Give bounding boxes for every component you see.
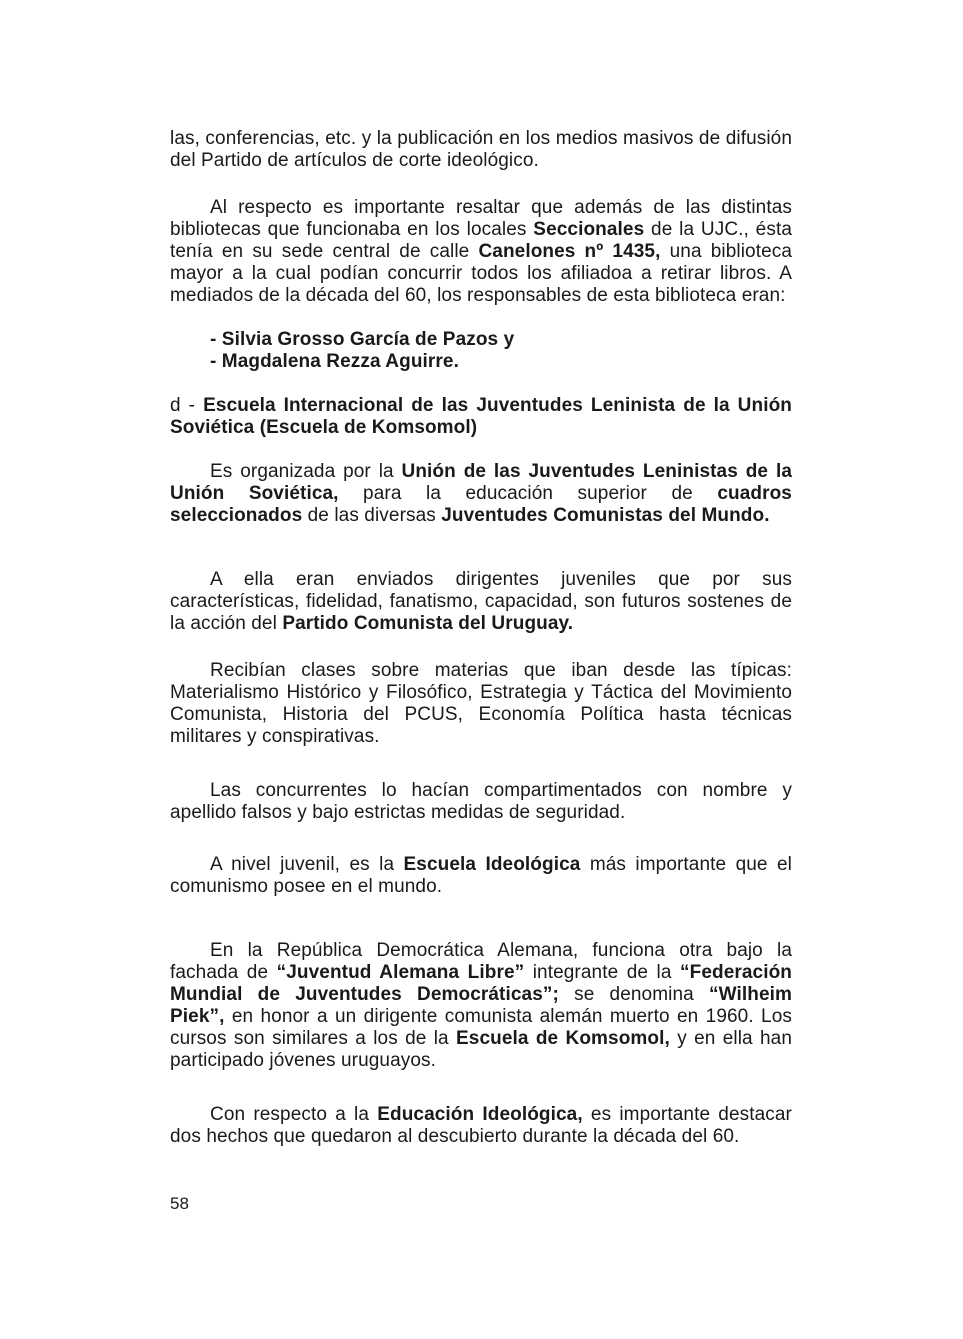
page-number: 58 [170, 1194, 189, 1213]
heading-title: Escuela Internacional de las Juventudes Leninista de la Unión Soviética (Escuela de Komsomol) [170, 395, 792, 438]
bold-run: Escuela Ideológica [403, 854, 581, 875]
paragraph-enviados [170, 569, 792, 635]
text-run: En la República Democrática Alemana, funciona otra bajo la fachada de [170, 940, 792, 983]
text-run: y en ella han participado jóvenes uruguayos. [170, 1028, 792, 1071]
paragraph-nivel-juvenil [170, 854, 792, 898]
text-run: Con respecto a la [210, 1104, 378, 1125]
text-run: Recibían clases sobre materias que iban desde las típicas: Materialismo Histórico y Filosófico, Estrategia y Táctica del Movimiento Comunista, Historia del PCUS, Economía Política hasta técnicas militares y conspirativas. [170, 660, 792, 747]
paragraph-organizada [170, 461, 792, 527]
bold-run: “Juventud Alemana Libre” [276, 962, 525, 983]
bold-run: Juventudes Comunistas del Mundo. [441, 505, 770, 526]
heading-prefix: d - [170, 395, 204, 416]
text-run: es importante destacar dos hechos que quedaron al descubierto durante la década del 60. [170, 1104, 792, 1147]
text-run: en honor a un dirigente comunista alemán muerto en 1960. Los cursos son similares a los de la [170, 1006, 792, 1049]
responsables-list [170, 329, 792, 373]
bold-run: Seccionales [533, 219, 645, 240]
bold-run: Escuela de Komsomol, [456, 1028, 670, 1049]
bold-run: Partido Comunista del Uruguay. [282, 613, 574, 634]
list-item: - Silvia Grosso García de Pazos y [210, 329, 515, 350]
paragraph-rda [170, 940, 792, 1072]
text-run: A ella eran enviados dirigentes juveniles que por sus características, fidelidad, fanatismo, capacidad, son futuros sostenes de la acción del [170, 569, 792, 634]
text-run: de la UJC., ésta tenía en su sede central de calle [170, 219, 792, 262]
bold-run: “Federación Mundial de Juventudes Democráticas”; [170, 962, 793, 1005]
text-run: Las concurrentes lo hacían compartimentados con nombre y apellido falsos y bajo estrictas medidas de seguridad. [170, 780, 792, 823]
text-run: Al respecto es importante resaltar que además de las distintas bibliotecas que funcionaba en los locales [170, 197, 792, 240]
bold-run: Unión de las Juventudes Leninistas de la Unión Soviética, [170, 461, 792, 504]
text-run: para la educación superior de [338, 483, 718, 504]
bold-run: Educación Ideológica, [377, 1104, 583, 1125]
list-item: - Magdalena Rezza Aguirre. [210, 351, 459, 372]
paragraph-educacion-ideologica [170, 1104, 792, 1148]
paragraph-concurrentes [170, 780, 792, 824]
section-heading [170, 395, 792, 439]
text-run: las, conferencias, etc. y la publicación en los medios masivos de difusión del Partido de artículos de corte ideológico. [170, 128, 792, 171]
paragraph-intro [170, 128, 792, 172]
bold-run: cuadros seleccionados [170, 483, 792, 526]
bold-run: “Wilheim Piek”, [170, 984, 792, 1027]
text-run: de las diversas [302, 505, 442, 526]
text-run: se denomina [558, 984, 710, 1005]
text-run: una biblioteca mayor a la cual podían concurrir todos los afiliadoa a retirar libros. A mediados de la década del 60, los responsables de esta biblioteca eran: [170, 241, 793, 306]
document-page [170, 128, 792, 1148]
paragraph-bibliotecas [170, 197, 792, 307]
paragraph-recibian [170, 660, 792, 748]
text-run: más importante que el comunismo posee en el mundo. [170, 854, 792, 897]
text-run: A nivel juvenil, es la [210, 854, 404, 875]
bold-run: Canelones nº 1435, [478, 241, 661, 262]
text-run: Es organizada por la [210, 461, 402, 482]
text-run: integrante de la [524, 962, 681, 983]
